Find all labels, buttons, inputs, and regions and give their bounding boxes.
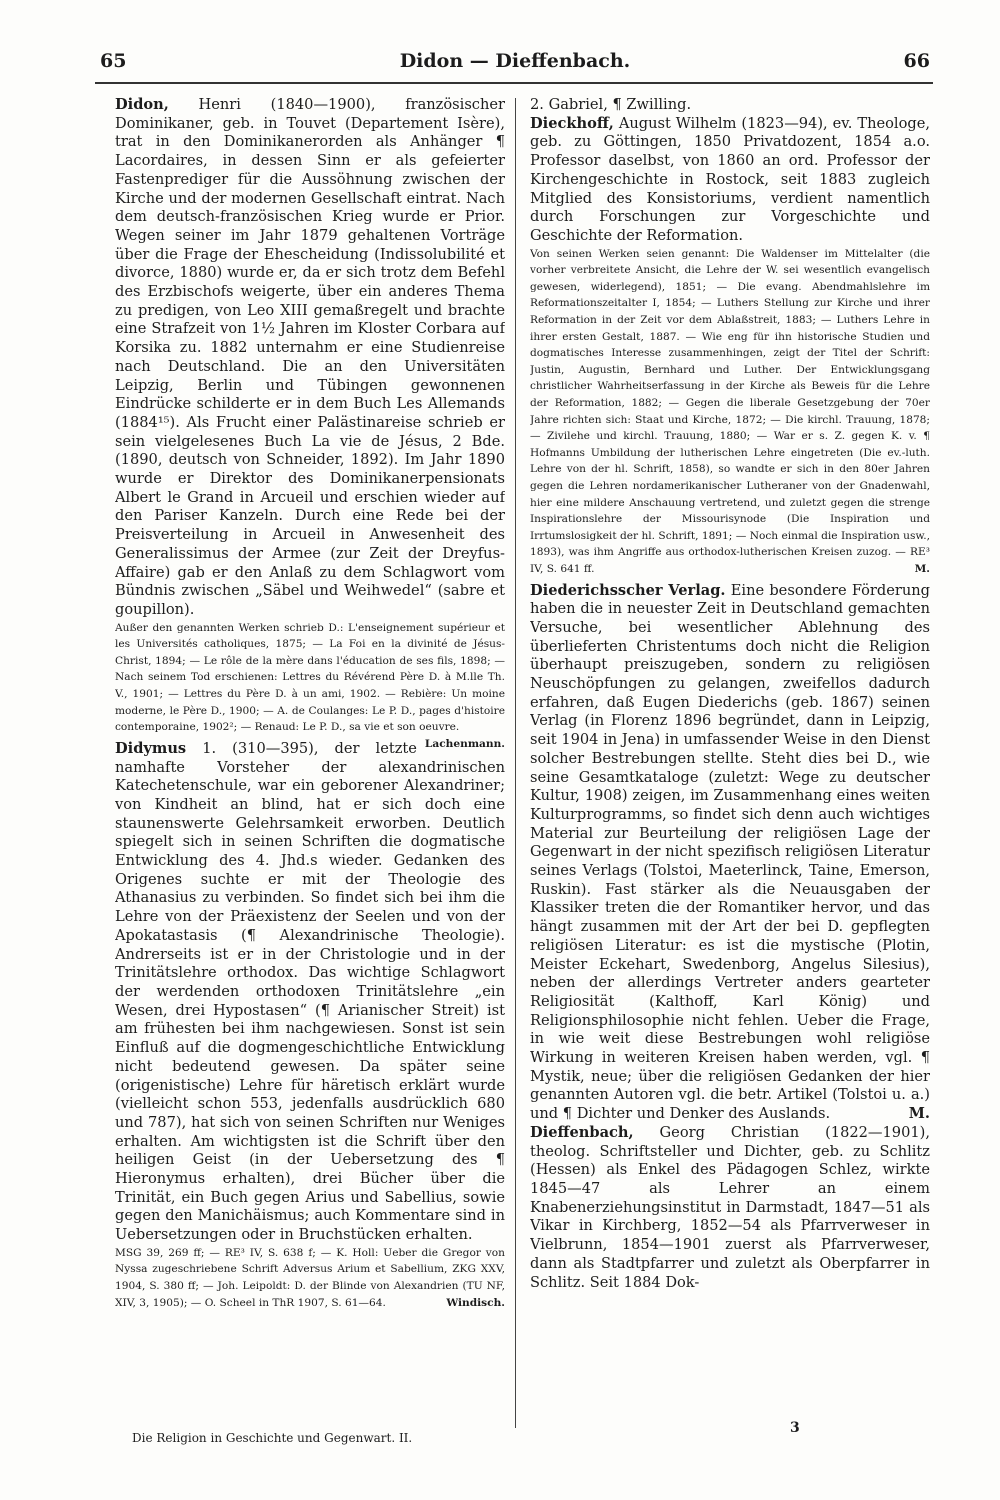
bibliography-text: MSG 39, 269 ff; — RE³ IV, S. 638 f; — K. Holl: Ueber die Gregor von Nyssa zugeschriebene Schrift Adversus Arium et Sabellium, ZKG XXV, 1904, S. 380 ff; — Joh. Leipoldt: D. der Blinde von Alexandrien (TU NF, XIV, 3, 1905); — O. Scheel in ThR 1907, S. 61—64.	[115, 1246, 505, 1309]
entry-text: August Wilhelm (1823—94), ev. Theologe, geb. zu Göttingen, 1850 Privatdozent, 1854 a.o. Professor daselbst, von 1860 an ord. Professor der Kirchengeschichte in Rostock, seit 1883 zugleich Mitglied des Konsistoriums, verdient namentlich durch Forschungen zur Vorgeschichte und Geschichte der Reformation.	[530, 114, 930, 244]
entry-didon	[115, 96, 505, 620]
entry-diederichs-verlag	[530, 582, 930, 1124]
entry-dieckhoff-bibliography	[530, 246, 930, 578]
headword: Diederichsscher Verlag.	[530, 581, 726, 599]
headword: Didymus	[115, 739, 187, 757]
entry-text: Henri (1840—1900), französischer Dominikaner, geb. in Touvet (Departement Isère), trat in den Dominikanerorden als Anhänger ¶ Lacordaires, in dessen Sinn er als gefeierter Fastenprediger für die Aussöhnung zwischen der Kirche und der modernen Gesellschaft eintrat. Nach dem deutsch-französischen Krieg wurde er Prior. Wegen seiner im Jahr 1879 gehaltenen Vorträge über die Frage der Ehescheidung (Indissolubilité et divorce, 1880) wurde er, da er sich trotz dem Befehl des Erzbischofs weigerte, über ein anderes Thema zu predigen, von Leo XIII gemaßregelt und brachte eine Strafzeit von 1½ Jahren im Kloster Corbara auf Korsika zu. 1882 unternahm er eine Studienreise nach Deutschland. Die an den Universitäten Leipzig, Berlin und Tübingen gewonnenen Eindrücke schilderte er in dem Buch Les Allemands (1884¹⁵). Als Frucht einer Palästinareise schrieb er sein vielgelesenes Buch La vie de Jésus, 2 Bde. (1890, deutsch von Schneider, 1892). Im Jahr 1890 wurde er Direktor des Dominikanerpensionats Albert le Grand in Arcueil und erschien wieder auf den Pariser Kanzeln. Durch eine Rede bei der Preisverteilung in Arcueil in Anwesenheit des Generalissimus der Armee (zur Zeit der Dreyfus-Affaire) gab er den Anlaß zu dem Schlagwort vom Bündnis zwischen „Säbel und Weihwedel“ (sabre et goupillon).	[115, 96, 505, 618]
page-number-right: 66	[903, 50, 930, 72]
author-signature: M.	[914, 562, 930, 575]
author-signature: Windisch.	[446, 1296, 505, 1309]
author-signature: M.	[908, 1105, 930, 1123]
page-number-left: 65	[100, 50, 127, 72]
page-header	[100, 50, 930, 78]
entry-text: Georg Christian (1822—1901), theolog. Schriftsteller und Dichter, geb. zu Schlitz (Hessen) als Enkel des Pädagogen Schlez, wirkte 1845—47 als Lehrer an einem Knabenerziehungsinstitut in Darmstadt, 1847—51 als Vikar in Kirchberg, 1852—54 als Pfarrverweser in Vielbrunn, 1854—1901 zuerst als Pfarrverweser, dann als Stadtpfarrer und zuletzt als Oberpfarrer in Schlitz. Seit 1884 Dok-	[530, 1123, 930, 1291]
headword: Didon,	[115, 96, 169, 113]
footer-source-title: Die Religion in Geschichte und Gegenwart. II.	[132, 1431, 413, 1445]
entry-didymus-2: 2. Gabriel, ¶ Zwilling.	[530, 96, 692, 113]
running-title: Didon — Dieffenbach.	[399, 50, 631, 72]
author-signature: Lachenmann.	[424, 737, 505, 750]
headword: Dieffenbach,	[530, 1123, 634, 1141]
column-divider	[515, 98, 516, 1428]
entry-dieckhoff	[530, 115, 930, 246]
headword: Dieckhoff,	[530, 114, 614, 132]
entry-text: 1. (310—395), der letzte namhafte Vorsteher der alexandrinischen Katechetenschule, war ein geborener Alexandriner; von Kindheit an blind, hat er sich doch eine staunenswerte Gelehrsamkeit erworben. Deutlich spiegelt sich in seinen Schriften die dogmatische Entwicklung des 4. Jhd.s wieder. Gedanken des Origenes suchte er mit der Theologie des Athanasius zu verbinden. So findet sich bei ihm die Lehre von der Präexistenz der Seelen und von der Apokatastasis (¶ Alexandrinische Theologie). Andrerseits ist er in der Christologie und in der Trinitätslehre orthodox. Das wichtige Schlagwort der werdenden orthodoxen Trinitätslehre „ein Wesen, drei Hypostasen“ (¶ Arianischer Streit) ist am frühesten bei ihm nachgewiesen. Sonst ist sein Einfluß auf die dogmengeschichtliche Entwicklung nicht bedeutend gewesen. Da später seine (origenistische) Lehre für häretisch erklärt wurde (vielleicht schon 553, jedenfalls ausdrücklich 680 und 787), hat sich von seinen Schriften nur Weniges erhalten. Am wichtigsten ist die Schrift über den heiligen Geist (in der Uebersetzung des ¶ Hieronymus erhalten), drei Bücher über die Trinität, ein Buch gegen Arius und Sabellius, sowie gegen den Manichäismus; auch Kommentare sind in Uebersetzungen oder in Bruchstücken erhalten.	[115, 739, 505, 1244]
entry-didymus	[115, 740, 505, 1245]
left-column	[115, 96, 505, 1436]
header-rule	[95, 82, 933, 84]
bibliography-text: Außer den genannten Werken schrieb D.: L'enseignement supérieur et les Universités catholiques, 1875; — La Foi en la divinité de Jésus-Christ, 1894; — Le rôle de la mère dans l'éducation de ses fils, 1898; — Nach seinem Tod erschienen: Lettres du Révérend Père D. à M.lle Th. V., 1901; — Lettres du Père D. à un ami, 1902. — Rebière: Un moine moderne, le Père D., 1900; — A. de Coulanges: Le P. D., pages d'histoire contemporaine, 1902²; — Renaud: Le P. D., sa vie et son oeuvre.	[115, 621, 505, 734]
right-column	[530, 96, 930, 1426]
footer-signature-mark: 3	[790, 1420, 800, 1436]
entry-dieffenbach	[530, 1124, 930, 1292]
bibliography-text: Von seinen Werken seien genannt: Die Waldenser im Mittelalter (die vorher verbreitete Ansicht, die Lehre der W. sei wesentlich evangelisch gewesen, widerlegend), 1851; — Die evang. Abendmahlslehre im Reformationszeitalter I, 1854; — Luthers Stellung zur Kirche und ihrer Reformation in der Zeit vor dem Ablaßstreit, 1883; — Luthers Lehre in ihrer ersten Gestalt, 1887. — Wie eng für ihn historische Studien und dogmatisches Interesse zusammenhingen, zeigt der Titel der Schrift: Justin, Augustin, Bernhard und Luther. Der Entwicklungsgang christlicher Wahrheitserfassung in der Kirche als Beweis für die Lehre der Reformation, 1882; — Gegen die liberale Gesetzgebung der 70er Jahre richten sich: Staat und Kirche, 1872; — Die kirchl. Trauung, 1878; — Zivilehe und kirchl. Trauung, 1880; — War er s. Z. gegen K. v. ¶ Hofmanns Umbildung der lutherischen Lehre eingetreten (Die ev.-luth. Lehre von der hl. Schrift, 1858), so wandte er sich in den 80er Jahren gegen die Lehren nordamerikanischer Lutheraner von der Gnadenwahl, hier eine mildere Anschauung vertretend, und zuletzt gegen die strenge Inspirationslehre der Missourisynode (Die Inspiration und Irrtumslosigkeit der hl. Schrift, 1891; — Noch einmal die Inspiration usw., 1893), was ihm Angriffe aus orthodox-lutherischen Kreisen zuzog. — RE³ IV, S. 641 ff.	[530, 247, 930, 575]
entry-didymus-bibliography	[115, 1245, 505, 1311]
entry-text: Eine besondere Förderung haben die in neuester Zeit in Deutschland gemachten Versuche, bei wesentlicher Ablehnung des überlieferten Christentums doch nicht die Religion überhaupt preiszugeben, sondern zu religiösen Neuschöpfungen zu gelangen, zweifellos dadurch erfahren, daß Eugen Diederichs (geb. 1867) seinen Verlag (in Florenz 1896 begründet, dann in Leipzig, seit 1904 in Jena) in umfassender Weise in den Dienst solcher Bestrebungen stellte. Steht dies bei D., wie seine Gesamtkataloge (zuletzt: Wege zu deutscher Kultur, 1908) zeigen, im Zusammenhang eines weiten Kulturprogramms, so findet sich denn auch wichtiges Material zur Beurteilung der religiösen Lage der Gegenwart in der nicht spezifisch religiösen Literatur seines Verlags (Tolstoi, Maeterlinck, Taine, Emerson, Ruskin). Fast stärker als die Neuausgaben der Klassiker treten die der Romantiker hervor, und das hängt zusammen mit der Art der bei D. gepflegten religiösen Literatur: es ist die mystische (Plotin, Meister Eckehart, Swedenborg, Angelus Silesius), neben der allerdings Vertreter anders gearteter Religiosität (Kalthoff, Karl König) und Religionsphilosophie nicht fehlen. Ueber die Frage, in wie weit diese Bestrebungen wohl religiöse Wirkung in weiteren Kreisen haben werden, vgl. ¶ Mystik, neue; über die religiösen Gedanken der hier genannten Autoren vgl. die betr. Artikel (Tolstoi u. a.) und ¶ Dichter und Denker des Auslands.	[530, 581, 930, 1123]
